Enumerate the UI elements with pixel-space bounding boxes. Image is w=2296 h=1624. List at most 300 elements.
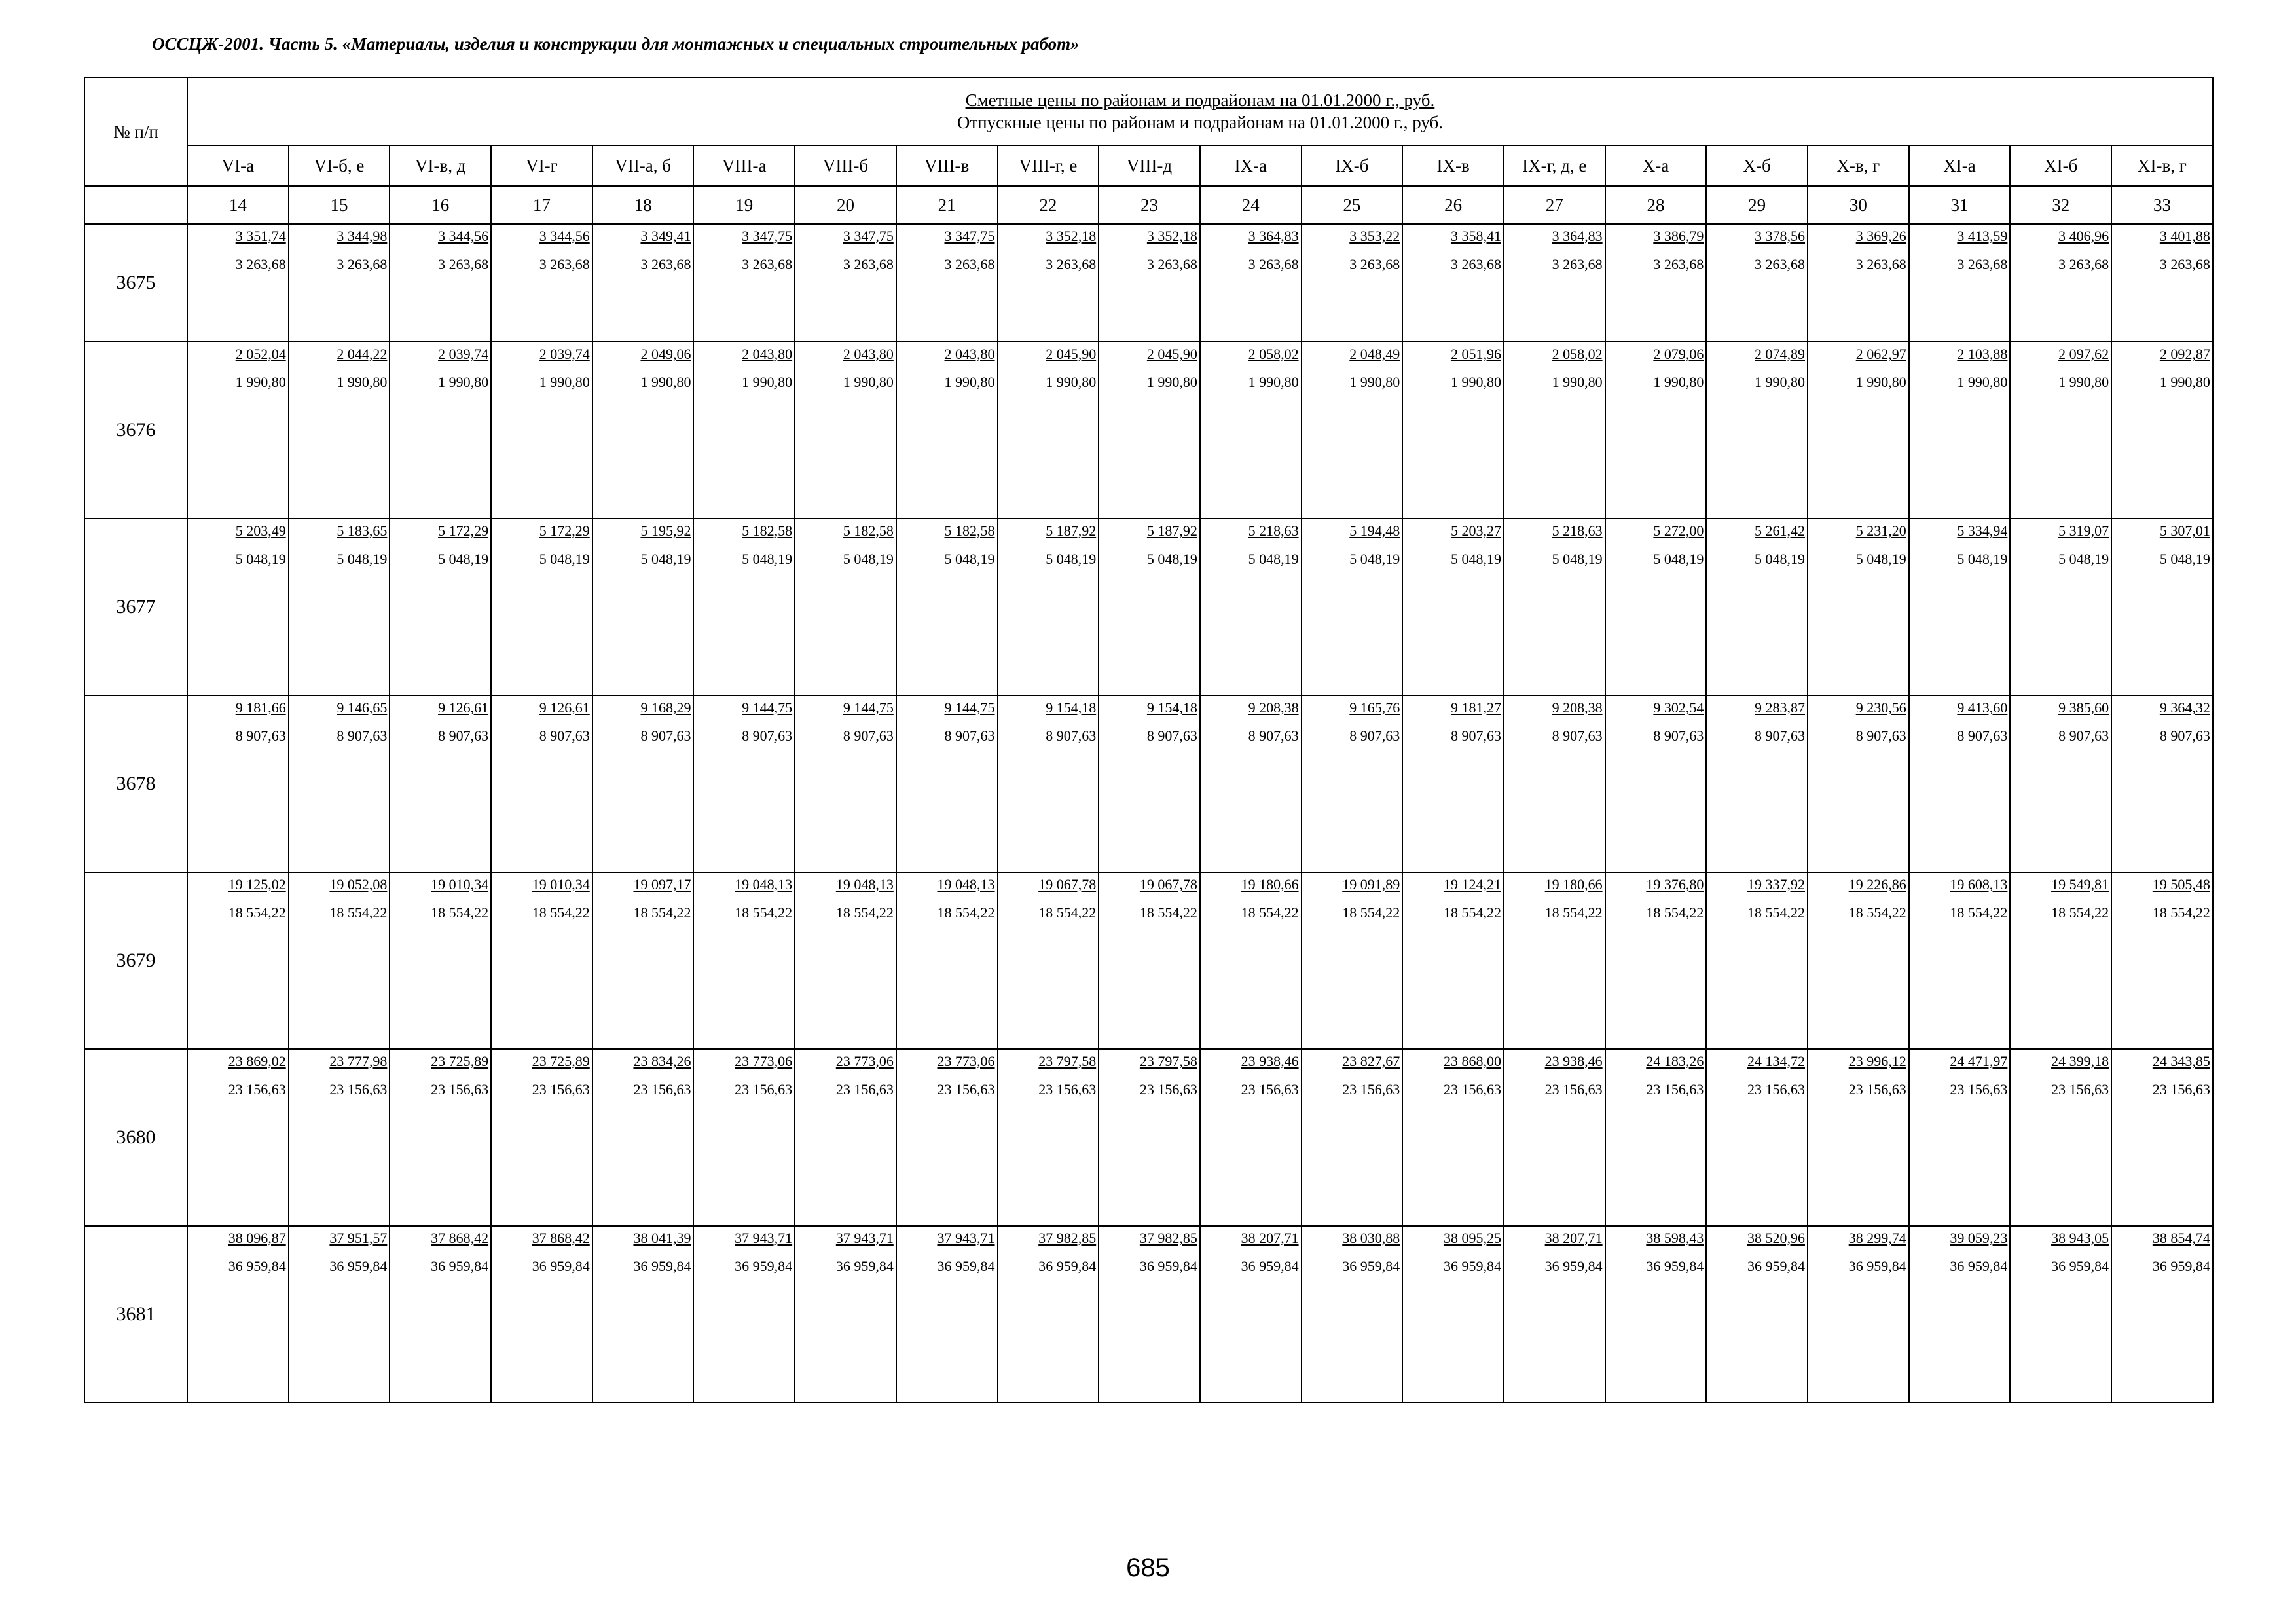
release-price: 1 990,80 — [438, 374, 489, 390]
price-cell — [187, 1049, 289, 1226]
estimate-price: 9 181,66 — [235, 699, 286, 716]
price-cell — [491, 695, 592, 872]
estimate-price: 9 208,38 — [1552, 699, 1603, 716]
release-price: 23 156,63 — [1443, 1081, 1501, 1098]
estimate-price: 5 182,58 — [843, 523, 894, 539]
release-price: 5 048,19 — [1450, 551, 1501, 567]
release-price: 23 156,63 — [1038, 1081, 1097, 1098]
price-cell — [998, 695, 1099, 872]
release-price: 8 907,63 — [1653, 728, 1704, 744]
price-cell — [693, 1226, 795, 1403]
price-cell — [2010, 1226, 2111, 1403]
estimate-price: 19 097,17 — [633, 876, 691, 893]
estimate-price: 19 067,78 — [1038, 876, 1097, 893]
estimate-price: 3 344,56 — [438, 228, 489, 244]
estimate-price: 5 272,00 — [1653, 523, 1704, 539]
estimate-price: 38 520,96 — [1747, 1230, 1805, 1246]
price-cell — [1200, 224, 1302, 342]
release-price: 18 554,22 — [329, 904, 388, 921]
estimate-price: 19 124,21 — [1443, 876, 1501, 893]
price-cell — [1504, 519, 1605, 695]
price-cell — [592, 1226, 694, 1403]
estimate-price: 3 352,18 — [1046, 228, 1097, 244]
region-header: XI-в, г — [2111, 145, 2213, 186]
release-price: 5 048,19 — [1046, 551, 1097, 567]
estimate-price: 23 797,58 — [1038, 1053, 1097, 1069]
header-title-row — [84, 77, 2213, 145]
release-price: 8 907,63 — [1248, 728, 1299, 744]
price-cell — [1302, 1226, 1403, 1403]
price-cell — [896, 695, 998, 872]
release-price: 18 554,22 — [1038, 904, 1097, 921]
price-cell — [592, 224, 694, 342]
price-cell — [1909, 1226, 2011, 1403]
table-row — [84, 342, 2213, 519]
column-number: 19 — [693, 186, 795, 224]
estimate-price: 19 048,13 — [835, 876, 894, 893]
column-number: 33 — [2111, 186, 2213, 224]
price-cell — [1402, 1226, 1504, 1403]
column-number-row — [84, 186, 2213, 224]
release-price: 23 156,63 — [1848, 1081, 1906, 1098]
release-price: 36 959,84 — [835, 1258, 894, 1274]
region-header: IX-б — [1302, 145, 1403, 186]
price-cell — [592, 872, 694, 1049]
release-price: 3 263,68 — [1349, 256, 1400, 272]
estimate-price: 3 353,22 — [1349, 228, 1400, 244]
price-cell — [187, 342, 289, 519]
release-price: 36 959,84 — [1950, 1258, 2008, 1274]
estimate-price: 2 043,80 — [944, 346, 995, 362]
price-cell — [187, 872, 289, 1049]
release-price: 8 907,63 — [539, 728, 590, 744]
release-price: 23 156,63 — [835, 1081, 894, 1098]
region-header: VIII-г, е — [998, 145, 1099, 186]
price-cell — [998, 342, 1099, 519]
release-price: 18 554,22 — [937, 904, 995, 921]
estimate-price: 38 207,71 — [1241, 1230, 1299, 1246]
table-title — [187, 77, 2213, 145]
estimate-price: 2 079,06 — [1653, 346, 1704, 362]
estimate-price: 3 347,75 — [944, 228, 995, 244]
estimate-price: 2 039,74 — [438, 346, 489, 362]
release-price: 3 263,68 — [1653, 256, 1704, 272]
release-price: 23 156,63 — [633, 1081, 691, 1098]
release-price: 1 990,80 — [1855, 374, 1906, 390]
release-price: 18 554,22 — [2051, 904, 2109, 921]
release-price: 1 990,80 — [539, 374, 590, 390]
price-cell — [187, 695, 289, 872]
column-number: 20 — [795, 186, 896, 224]
estimate-price: 9 302,54 — [1653, 699, 1704, 716]
price-cell — [693, 519, 795, 695]
price-cell — [491, 872, 592, 1049]
release-price: 23 156,63 — [1241, 1081, 1299, 1098]
price-cell — [1808, 872, 1909, 1049]
row-number: 3679 — [84, 872, 187, 1049]
column-number-blank — [84, 186, 187, 224]
release-price: 36 959,84 — [431, 1258, 489, 1274]
release-price: 8 907,63 — [1450, 728, 1501, 744]
release-price: 5 048,19 — [235, 551, 286, 567]
price-cell — [187, 1226, 289, 1403]
price-cell — [390, 695, 491, 872]
release-price: 23 156,63 — [1139, 1081, 1197, 1098]
price-cell — [592, 519, 694, 695]
price-cell — [1808, 1049, 1909, 1226]
price-cell — [1706, 1226, 1808, 1403]
price-cell — [998, 224, 1099, 342]
estimate-price: 5 172,29 — [438, 523, 489, 539]
table-row — [84, 224, 2213, 342]
price-cell — [1909, 224, 2011, 342]
estimate-price: 19 608,13 — [1950, 876, 2008, 893]
price-cell — [2010, 224, 2111, 342]
release-price: 1 990,80 — [1755, 374, 1805, 390]
estimate-price: 24 399,18 — [2051, 1053, 2109, 1069]
release-price: 18 554,22 — [431, 904, 489, 921]
region-header: X-в, г — [1808, 145, 1909, 186]
estimate-price: 2 097,62 — [2058, 346, 2109, 362]
estimate-price: 37 982,85 — [1038, 1230, 1097, 1246]
price-cell — [1706, 224, 1808, 342]
estimate-price: 3 364,83 — [1552, 228, 1603, 244]
price-cell — [1605, 695, 1707, 872]
estimate-price: 19 125,02 — [228, 876, 286, 893]
estimate-price: 5 334,94 — [1957, 523, 2008, 539]
price-cell — [289, 1226, 390, 1403]
release-price: 18 554,22 — [1139, 904, 1197, 921]
price-cell — [795, 519, 896, 695]
release-price: 5 048,19 — [337, 551, 388, 567]
region-header-row — [84, 145, 2213, 186]
price-cell — [1808, 519, 1909, 695]
region-header: VIII-а — [693, 145, 795, 186]
release-price: 8 907,63 — [1046, 728, 1097, 744]
region-header: VII-а, б — [592, 145, 694, 186]
price-cell — [491, 342, 592, 519]
price-cell — [1099, 872, 1200, 1049]
release-price: 23 156,63 — [228, 1081, 286, 1098]
release-price: 5 048,19 — [1653, 551, 1704, 567]
release-price: 5 048,19 — [539, 551, 590, 567]
price-cell — [1706, 872, 1808, 1049]
estimate-price: 19 010,34 — [532, 876, 590, 893]
release-price: 1 990,80 — [2058, 374, 2109, 390]
price-cell — [1909, 695, 2011, 872]
estimate-price: 3 378,56 — [1755, 228, 1805, 244]
estimate-price: 9 146,65 — [337, 699, 388, 716]
estimate-price: 5 182,58 — [944, 523, 995, 539]
release-price: 36 959,84 — [228, 1258, 286, 1274]
estimate-price: 3 347,75 — [843, 228, 894, 244]
running-header: ОССЦЖ-2001. Часть 5. «Материалы, изделия и конструкции для монтажных и специальных строительных работ» — [152, 34, 1080, 54]
column-number: 23 — [1099, 186, 1200, 224]
price-cell — [998, 519, 1099, 695]
release-price: 3 263,68 — [438, 256, 489, 272]
release-price: 23 156,63 — [2051, 1081, 2109, 1098]
estimate-price: 38 030,88 — [1342, 1230, 1400, 1246]
estimate-price: 19 180,66 — [1241, 876, 1299, 893]
region-header: VI-б, е — [289, 145, 390, 186]
estimate-price: 9 144,75 — [742, 699, 793, 716]
table-row — [84, 1049, 2213, 1226]
estimate-price: 23 938,46 — [1544, 1053, 1603, 1069]
estimate-price: 5 187,92 — [1146, 523, 1197, 539]
price-cell — [1808, 695, 1909, 872]
column-number: 24 — [1200, 186, 1302, 224]
estimate-price: 24 471,97 — [1950, 1053, 2008, 1069]
price-cell — [998, 1226, 1099, 1403]
price-cell — [1504, 695, 1605, 872]
estimate-price: 37 868,42 — [431, 1230, 489, 1246]
price-cell — [2010, 342, 2111, 519]
estimate-price: 5 203,49 — [235, 523, 286, 539]
estimate-price: 19 549,81 — [2051, 876, 2109, 893]
release-price: 8 907,63 — [235, 728, 286, 744]
estimate-price: 2 058,02 — [1248, 346, 1299, 362]
table-row — [84, 695, 2213, 872]
release-price: 23 156,63 — [1646, 1081, 1704, 1098]
row-number-header: № п/п — [84, 77, 187, 186]
estimate-price: 2 058,02 — [1552, 346, 1603, 362]
price-cell — [1402, 872, 1504, 1049]
price-cell — [1099, 1049, 1200, 1226]
release-price: 23 156,63 — [937, 1081, 995, 1098]
release-price: 8 907,63 — [2159, 728, 2210, 744]
release-price: 5 048,19 — [1755, 551, 1805, 567]
price-cell — [390, 1049, 491, 1226]
estimate-price: 2 043,80 — [742, 346, 793, 362]
price-cell — [1909, 872, 2011, 1049]
row-number: 3676 — [84, 342, 187, 519]
price-cell — [1605, 1049, 1707, 1226]
price-cell — [1808, 342, 1909, 519]
estimate-price: 23 725,89 — [532, 1053, 590, 1069]
estimate-price: 2 052,04 — [235, 346, 286, 362]
release-price: 8 907,63 — [1755, 728, 1805, 744]
page-number: 685 — [1126, 1553, 1170, 1582]
estimate-price: 2 051,96 — [1450, 346, 1501, 362]
estimate-price: 5 172,29 — [539, 523, 590, 539]
estimate-price: 9 385,60 — [2058, 699, 2109, 716]
release-price: 1 990,80 — [742, 374, 793, 390]
row-number: 3680 — [84, 1049, 187, 1226]
price-cell — [2010, 1049, 2111, 1226]
release-price: 1 990,80 — [1146, 374, 1197, 390]
region-header: VIII-в — [896, 145, 998, 186]
estimate-price: 3 386,79 — [1653, 228, 1704, 244]
price-cell — [2010, 695, 2111, 872]
price-cell — [1099, 519, 1200, 695]
release-price: 8 907,63 — [640, 728, 691, 744]
price-cell — [1706, 1049, 1808, 1226]
release-price: 3 263,68 — [2058, 256, 2109, 272]
estimate-price: 9 154,18 — [1046, 699, 1097, 716]
column-number: 26 — [1402, 186, 1504, 224]
release-price: 5 048,19 — [2159, 551, 2210, 567]
price-cell — [795, 872, 896, 1049]
release-price: 5 048,19 — [640, 551, 691, 567]
release-price: 8 907,63 — [1957, 728, 2008, 744]
estimate-price: 9 283,87 — [1755, 699, 1805, 716]
region-header: VIII-д — [1099, 145, 1200, 186]
estimate-price: 19 180,66 — [1544, 876, 1603, 893]
release-price: 3 263,68 — [1046, 256, 1097, 272]
price-cell — [1402, 1049, 1504, 1226]
release-price: 5 048,19 — [1349, 551, 1400, 567]
estimate-price: 23 834,26 — [633, 1053, 691, 1069]
estimate-price: 2 048,49 — [1349, 346, 1400, 362]
price-cell — [1099, 695, 1200, 872]
estimate-price: 9 364,32 — [2159, 699, 2210, 716]
estimate-price: 19 048,13 — [735, 876, 793, 893]
release-price: 36 959,84 — [1646, 1258, 1704, 1274]
release-price: 5 048,19 — [2058, 551, 2109, 567]
price-cell — [289, 342, 390, 519]
release-price: 1 990,80 — [337, 374, 388, 390]
column-number: 25 — [1302, 186, 1403, 224]
price-cell — [1909, 1049, 2011, 1226]
price-cell — [390, 872, 491, 1049]
price-cell — [2111, 695, 2213, 872]
column-number: 29 — [1706, 186, 1808, 224]
release-price: 18 554,22 — [735, 904, 793, 921]
release-price: 18 554,22 — [1342, 904, 1400, 921]
price-cell — [1605, 224, 1707, 342]
row-number: 3678 — [84, 695, 187, 872]
estimate-price: 37 868,42 — [532, 1230, 590, 1246]
estimate-price: 2 044,22 — [337, 346, 388, 362]
price-cell — [289, 695, 390, 872]
release-price: 8 907,63 — [1146, 728, 1197, 744]
estimate-price: 24 343,85 — [2152, 1053, 2210, 1069]
release-price: 23 156,63 — [1747, 1081, 1805, 1098]
estimate-price: 37 951,57 — [329, 1230, 388, 1246]
estimate-price: 9 230,56 — [1855, 699, 1906, 716]
release-price: 36 959,84 — [532, 1258, 590, 1274]
price-cell — [592, 695, 694, 872]
price-cell — [1504, 872, 1605, 1049]
price-cell — [1706, 695, 1808, 872]
release-price: 36 959,84 — [1342, 1258, 1400, 1274]
estimate-price: 39 059,23 — [1950, 1230, 2008, 1246]
release-price: 36 959,84 — [1241, 1258, 1299, 1274]
release-price: 36 959,84 — [1747, 1258, 1805, 1274]
release-price: 18 554,22 — [1646, 904, 1704, 921]
price-cell — [289, 224, 390, 342]
release-price: 8 907,63 — [337, 728, 388, 744]
estimate-price: 3 364,83 — [1248, 228, 1299, 244]
price-cell — [1605, 1226, 1707, 1403]
region-header: VI-г — [491, 145, 592, 186]
estimate-price: 9 144,75 — [843, 699, 894, 716]
price-cell — [998, 872, 1099, 1049]
price-cell — [1402, 342, 1504, 519]
estimate-price: 3 413,59 — [1957, 228, 2008, 244]
estimate-price: 2 074,89 — [1755, 346, 1805, 362]
price-cell — [187, 519, 289, 695]
release-price: 5 048,19 — [438, 551, 489, 567]
release-price: 8 907,63 — [944, 728, 995, 744]
price-cell — [693, 224, 795, 342]
column-number: 21 — [896, 186, 998, 224]
price-cell — [1200, 342, 1302, 519]
estimate-price: 24 183,26 — [1646, 1053, 1704, 1069]
estimate-price: 23 773,06 — [735, 1053, 793, 1069]
price-cell — [2010, 872, 2111, 1049]
column-number: 31 — [1909, 186, 2011, 224]
table-row — [84, 519, 2213, 695]
price-cell — [1302, 872, 1403, 1049]
region-header: IX-а — [1200, 145, 1302, 186]
price-cell — [390, 1226, 491, 1403]
price-cell — [1402, 224, 1504, 342]
price-cell — [1099, 1226, 1200, 1403]
release-price: 1 990,80 — [1653, 374, 1704, 390]
column-number: 16 — [390, 186, 491, 224]
price-cell — [1909, 342, 2011, 519]
region-header: X-б — [1706, 145, 1808, 186]
price-cell — [1605, 872, 1707, 1049]
release-price: 36 959,84 — [735, 1258, 793, 1274]
release-price: 1 990,80 — [1349, 374, 1400, 390]
estimate-price: 5 187,92 — [1046, 523, 1097, 539]
estimate-price: 23 938,46 — [1241, 1053, 1299, 1069]
release-price: 18 554,22 — [1544, 904, 1603, 921]
price-cell — [1302, 519, 1403, 695]
price-cell — [795, 342, 896, 519]
estimate-price: 3 349,41 — [640, 228, 691, 244]
release-price: 8 907,63 — [843, 728, 894, 744]
estimate-price: 19 067,78 — [1139, 876, 1197, 893]
estimate-price: 9 154,18 — [1146, 699, 1197, 716]
price-cell — [1706, 519, 1808, 695]
estimate-price: 3 369,26 — [1855, 228, 1906, 244]
price-cell — [896, 519, 998, 695]
estimate-price: 23 869,02 — [228, 1053, 286, 1069]
table-row — [84, 1226, 2213, 1403]
release-price: 18 554,22 — [835, 904, 894, 921]
price-cell — [491, 1226, 592, 1403]
estimate-price: 2 045,90 — [1046, 346, 1097, 362]
release-price: 8 907,63 — [2058, 728, 2109, 744]
release-price: 3 263,68 — [1552, 256, 1603, 272]
release-price: 36 959,84 — [329, 1258, 388, 1274]
release-price: 5 048,19 — [1146, 551, 1197, 567]
release-price: 3 263,68 — [1450, 256, 1501, 272]
release-price: 1 990,80 — [944, 374, 995, 390]
row-number: 3675 — [84, 224, 187, 342]
price-cell — [1504, 342, 1605, 519]
estimate-price: 5 218,63 — [1248, 523, 1299, 539]
release-price: 8 907,63 — [742, 728, 793, 744]
estimate-price: 9 181,27 — [1450, 699, 1501, 716]
region-header: VIII-б — [795, 145, 896, 186]
estimate-price: 3 344,56 — [539, 228, 590, 244]
estimate-price: 37 943,71 — [937, 1230, 995, 1246]
price-cell — [795, 695, 896, 872]
price-cell — [2111, 1049, 2213, 1226]
estimate-price: 24 134,72 — [1747, 1053, 1805, 1069]
price-cell — [1808, 1226, 1909, 1403]
region-header: X-а — [1605, 145, 1707, 186]
estimate-price: 3 344,98 — [337, 228, 388, 244]
price-cell — [1200, 519, 1302, 695]
estimate-price: 38 207,71 — [1544, 1230, 1603, 1246]
price-cell — [693, 872, 795, 1049]
release-price: 36 959,84 — [2051, 1258, 2109, 1274]
